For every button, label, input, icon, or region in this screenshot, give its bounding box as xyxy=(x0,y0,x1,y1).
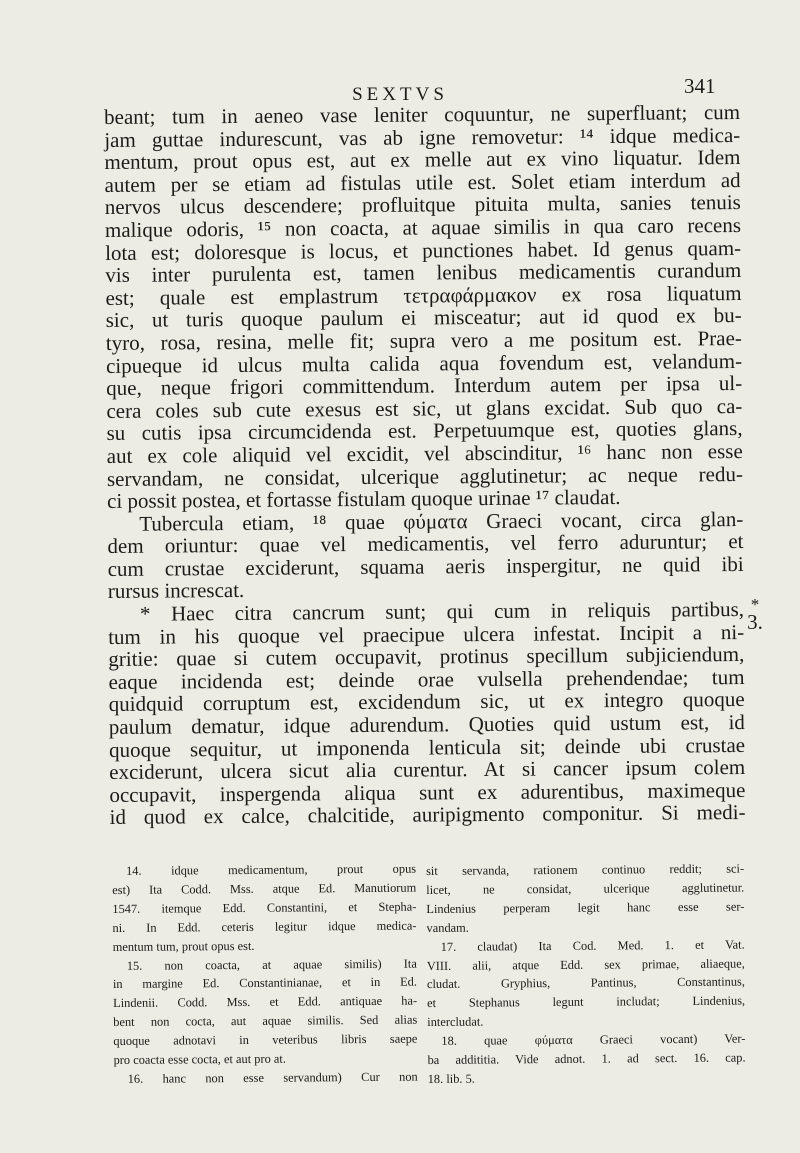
footnote-line: quoque adnotavi in veteribus libris saepe xyxy=(113,1031,418,1049)
section-number: 3. xyxy=(747,610,763,634)
text-line: id quod ex calce, chalcitide, auripigmento componitur. Si medi- xyxy=(109,800,746,830)
footnote-line: 15. non coacta, at aquae similis) Ita xyxy=(126,956,417,973)
footnote-line: pro coacta esse cocta, et aut pro at. xyxy=(113,1051,286,1068)
text-line: rursus increscat. xyxy=(107,578,245,604)
text-line: tum in his quoque vel praecipue ulcera infestat. Incipit a ni- xyxy=(108,619,745,649)
text-line: * Haec citra cancrum sunt; qui cum in reliquis partibus, xyxy=(139,597,745,626)
footnote-line: 17. claudat) Ita Cod. Med. 1. et Vat. xyxy=(440,937,745,954)
footnote-line: mentum tum, prout opus est. xyxy=(112,938,255,954)
text-line: beant; tum in aeneo vase leniter coquuntur, ne superfluant; cum xyxy=(103,100,741,129)
footnote-line: et Stephanus legunt includat; Lindenius, xyxy=(427,993,746,1011)
text-line: malique odoris, ¹⁵ non coacta, at aquae similis in qua caro recens xyxy=(104,212,742,242)
footnote-line: Lindenii. Codd. Mss. et Edd. antiquae ha- xyxy=(113,993,418,1011)
footnote-line: vandam. xyxy=(426,920,469,935)
footnote-line: licet, ne considat, ulcerique agglutinetur. xyxy=(426,880,745,897)
text-line: quidquid corruptum est, excidendum sic, ut ex integro quoque xyxy=(108,687,745,717)
text-line: cipueque id ulcus multa calida aqua fovendum est, velandum- xyxy=(105,348,743,378)
text-line: gritie: quae si cutem occupavit, protinus specillum subjiciendum, xyxy=(108,642,745,672)
text-line: vis inter purulenta est, tamen lenibus medicamentis curandum xyxy=(105,258,742,288)
text-line: dem oriuntur: quae vel medicamentis, vel ferro aduruntur; et xyxy=(107,529,744,559)
footnote-line: 16. hanc non esse servandum) Cur non xyxy=(127,1069,418,1086)
text-line: cera coles sub cute exesus est sic, ut glans excidat. Sub quo ca- xyxy=(106,393,743,423)
text-line: occupavit, inspergenda aliqua sunt ex adurentibus, maximeque xyxy=(109,777,746,807)
section-marker xyxy=(744,595,766,634)
footnote-line: 18. quae φύματα Graeci vocant) Ver- xyxy=(441,1031,746,1049)
text-line: ci possit postea, et fortasse fistulam quoque urinae ¹⁷ claudat. xyxy=(107,485,621,514)
footnote-line: 1547. itemque Edd. Constantini, et Stepha- xyxy=(112,899,417,916)
text-line: eaque incidenda est; deinde orae vulsella prehendendae; tum xyxy=(108,664,745,694)
text-line: mentum, prout opus est, aut ex melle aut ex vino liquatur. Idem xyxy=(104,145,741,175)
footnote-line: sit servanda, rationem continuo reddit; sci- xyxy=(426,861,745,878)
section-star: * xyxy=(750,595,760,614)
main-text xyxy=(104,101,746,829)
page-number: 341 xyxy=(684,74,716,98)
text-line: sic, ut turis quoque paulum ei misceatur; aut id quod ex bu- xyxy=(105,303,742,333)
text-line: que, neque frigori committendum. Interdum autem per ipsa ul- xyxy=(106,371,743,401)
text-line: su cutis ipsa circumcidenda est. Perpetuumque est, quoties glans, xyxy=(106,416,743,446)
footnote-line: ba addititia. Vide adnot. 1. ad sect. 16. cap. xyxy=(427,1050,746,1068)
text-line: exciderunt, ulcera sicut alia curentur. At si cancer ipsum colem xyxy=(109,755,746,785)
running-title: SEXTVS xyxy=(352,84,448,105)
text-line: servandam, ne considat, ulcerique agglutinetur; ac neque redu- xyxy=(106,461,744,491)
footnotes-right-column xyxy=(426,860,746,1089)
text-line: nervos ulcus descendere; profluitque pituita multa, sanies tenuis xyxy=(104,190,741,220)
text-line: lota est; doloresque is locus, et punctiones habet. Id genus quam- xyxy=(105,235,742,265)
footnote-line: ni. In Edd. ceteris legitur idque medica- xyxy=(112,918,417,935)
footnote-line: intercludat. xyxy=(427,1014,484,1030)
footnote-line: in margine Ed. Constantinianae, et in Ed. xyxy=(112,975,418,992)
footnote-line: 14. idque medicamentum, prout opus xyxy=(126,861,417,878)
footnote-line: 18. lib. 5. xyxy=(427,1071,475,1086)
footnote-line: VIII. alii, atque Edd. sex primae, aliaeque, xyxy=(426,956,745,973)
text-line: est; quale est emplastrum τετραφάρμακον ex rosa liquatum xyxy=(105,280,742,310)
text-line: Tubercula etiam, ¹⁸ quae φύματα Graeci vocant, circa glan- xyxy=(139,506,744,536)
text-line: quoque sequitur, ut imponenda lenticula sit; deinde ubi crustae xyxy=(108,732,746,762)
footnote-line: Lindenius perperam legit hanc esse ser- xyxy=(426,899,745,916)
text-line: paulum dematur, idque adurendum. Quoties quid ustum est, id xyxy=(108,710,745,740)
text-line: jam guttae indurescunt, vas ab igne removetur: ¹⁴ idque medica- xyxy=(104,122,741,152)
footnote-line: cludat. Gryphius, Pantinus, Constantinus, xyxy=(426,974,746,992)
footnote-line: bent non cocta, aut aquae similis. Sed alias xyxy=(113,1012,418,1030)
footnote-line: est) Ita Codd. Mss. atque Ed. Manutiorum xyxy=(112,880,417,897)
footnotes-left-column xyxy=(112,860,418,1089)
text-line: autem per se etiam ad fistulas utile est. Solet etiam interdum ad xyxy=(104,167,741,197)
text-line: cum crustae exciderunt, squama aeris inspergitur, ne quid ibi xyxy=(107,551,744,581)
text-line: aut ex cole aliquid vel excidit, vel abscinditur, ¹⁶ hanc non esse xyxy=(106,438,743,468)
text-line: tyro, rosa, resina, melle fit; supra vero a me positum est. Prae- xyxy=(105,325,742,355)
